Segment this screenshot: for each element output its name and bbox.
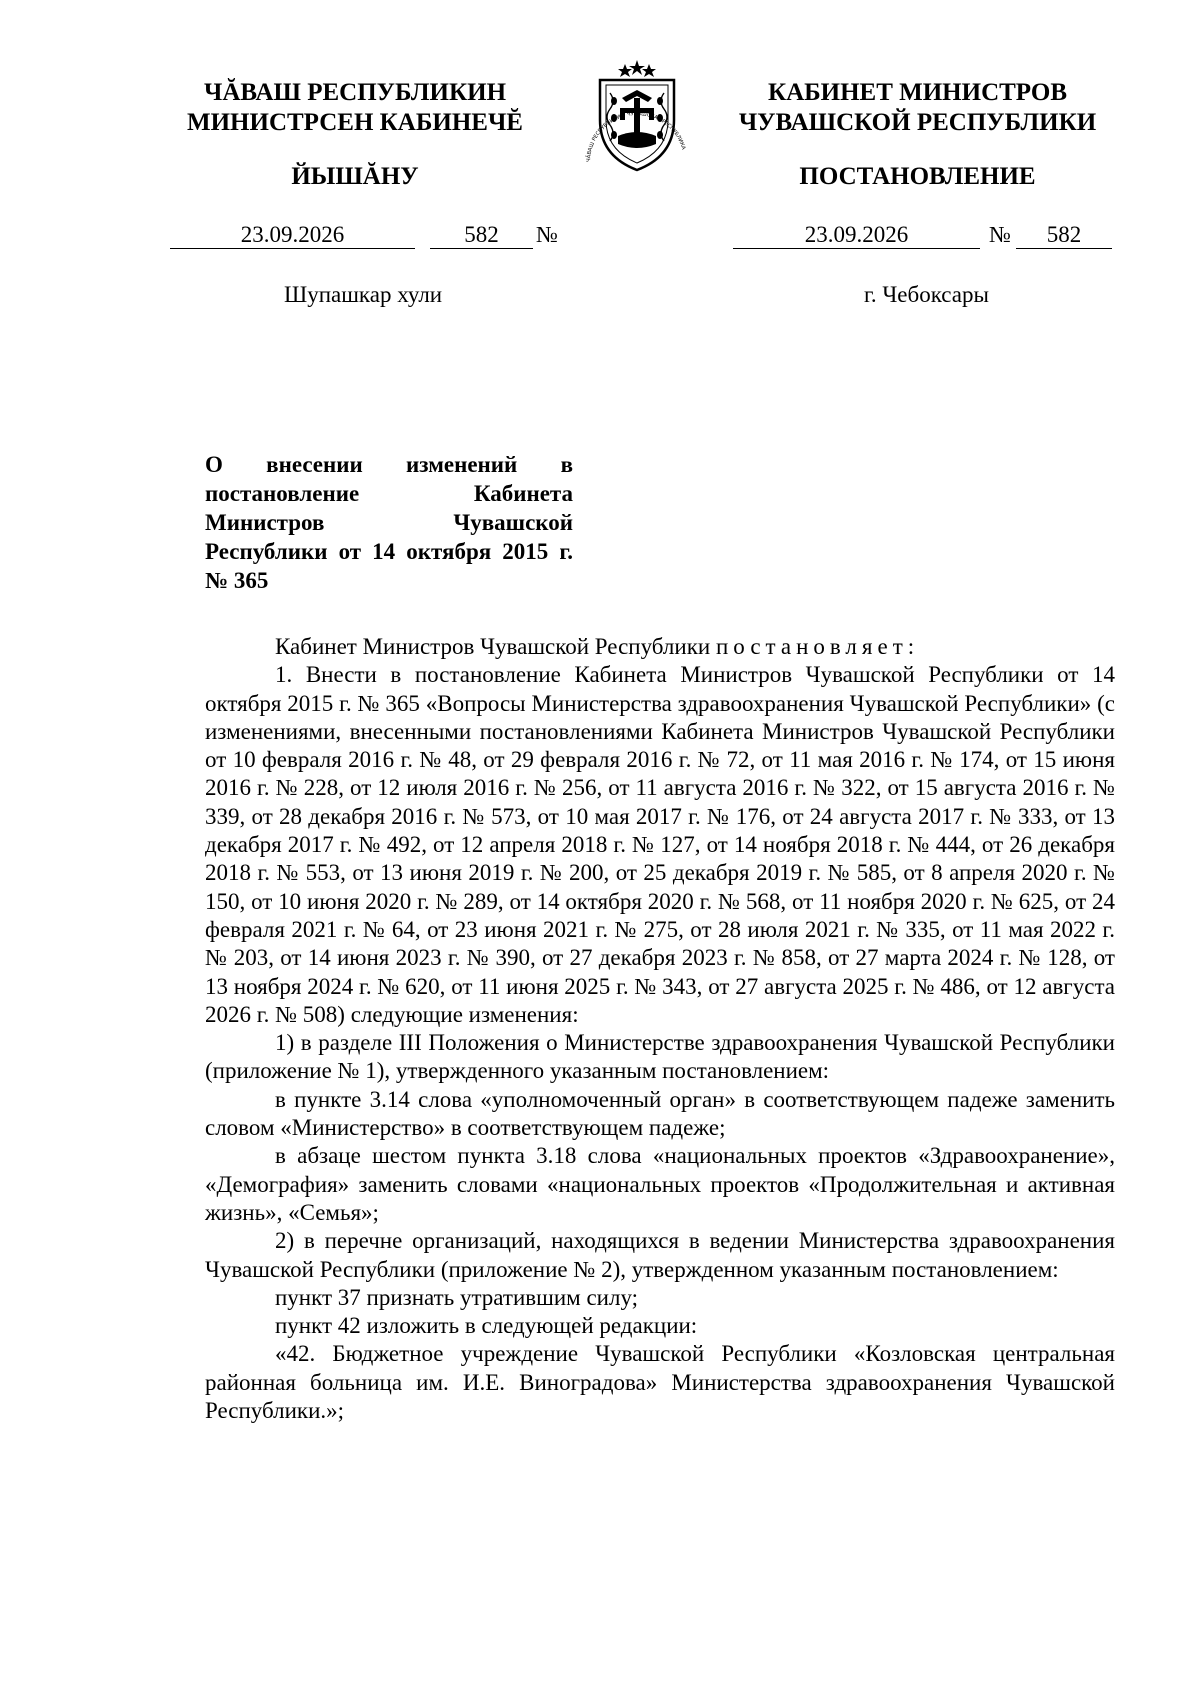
number-right: 582 xyxy=(1016,222,1112,249)
paragraph-8: «42. Бюджетное учреждение Чувашской Республики «Козловская центральная районная больница им. И.Е. Виноградова» Министерства здравоохранения Чувашской Республики.»; xyxy=(205,1341,1115,1424)
header-right-org xyxy=(725,78,1110,138)
intro-paragraph xyxy=(205,633,1115,661)
number-left: 582 xyxy=(430,222,533,249)
emblem-ring-text: ЧĂВАШ РЕСПУБЛИКИ • ЧУВАШСКАЯ РЕСПУБЛИКА xyxy=(585,110,687,163)
chuvash-coat-of-arms-icon xyxy=(570,58,705,176)
date-left: 23.09.2026 xyxy=(170,222,415,249)
number-sign-left: № xyxy=(536,222,558,247)
place-left: Шупашкар хули xyxy=(284,282,443,307)
date-right: 23.09.2026 xyxy=(733,222,980,249)
header-left-line2: МИНИСТРСЕН КАБИНЕЧĔ xyxy=(187,109,523,136)
intro-spaced-word: постановляет xyxy=(715,634,908,659)
doc-type-right: ПОСТАНОВЛЕНИЕ xyxy=(799,163,1036,190)
header-left-org xyxy=(170,78,540,138)
intro-prefix: Кабинет Министров Чувашской Республики xyxy=(275,634,716,659)
header-right-line1: КАБИНЕТ МИНИСТРОВ xyxy=(767,79,1068,106)
paragraph-2: 1) в разделе III Положения о Министерстве здравоохранения Чувашской Республики (приложение № 1), утвержденного указанным постановлением: xyxy=(205,1030,1115,1084)
paragraph-3: в пункте 3.14 слова «уполномоченный орган» в соответствующем падеже заменить словом «Министерство» в соответствующем падеже; xyxy=(205,1086,1115,1141)
paragraph-6: пункт 37 признать утратившим силу; xyxy=(275,1284,639,1310)
header-left-line1: ЧĂВАШ РЕСПУБЛИКИН xyxy=(203,79,507,106)
paragraph-7: пункт 42 изложить в следующей редакции: xyxy=(275,1313,698,1339)
place-right: г. Чебоксары xyxy=(864,282,989,307)
paragraph-5: 2) в перечне организаций, находящихся в ведении Министерства здравоохранения Чувашской Республики (приложение № 2), утвержденном указанным постановлением: xyxy=(205,1228,1115,1282)
paragraph-1: 1. Внести в постановление Кабинета Министров Чувашской Республики от 14 октября 2015 г. № 365 «Вопросы Министерства здравоохранения Чувашской Республики» (с изменениями, внесенными постановлениями Кабинета Министров Чувашской Республики от 10 февраля 2016 г. № 48, от 29 февраля 2016 г. № 72, от 11 мая 2016 г. № 174, от 15 июня 2016 г. № 228, от 12 июля 2016 г. № 256, от 11 августа 2016 г. № 322, от 15 августа 2016 г. № 339, от 28 декабря 2016 г. № 573, от 10 мая 2017 г. № 176, от 24 августа 2017 г. № 333, от 13 декабря 2017 г. № 492, от 12 апреля 2018 г. № 127, от 14 ноября 2018 г. № 444, от 26 декабря 2018 г. № 553, от 13 июня 2019 г. № 200, от 25 декабря 2019 г. № 585, от 8 апреля 2020 г. № 150, от 10 июня 2020 г. № 289, от 14 октября 2020 г. № 568, от 11 ноября 2020 г. № 625, от 24 февраля 2021 г. № 64, от 23 июня 2021 г. № 275, от 28 июля 2021 г. № 335, от 11 мая 2022 г. № 203, от 14 июня 2023 г. № 390, от 27 декабря 2023 г. № 858, от 27 марта 2024 г. № 128, от 13 ноября 2024 г. № 620, от 11 июня 2025 г. № 343, от 27 августа 2025 г. № 486, от 12 августа 2026 г. № 508) следующие изменения: xyxy=(205,662,1115,1027)
document-title: О внесении изменений в постановление Кабинета Министров Чувашской Республики от 14 октября 2015 г. № 365 xyxy=(205,452,573,593)
document-body xyxy=(205,633,1115,1425)
number-sign-right: № xyxy=(989,222,1011,247)
header-right-line2: ЧУВАШСКОЙ РЕСПУБЛИКИ xyxy=(738,109,1097,136)
paragraph-4: в абзаце шестом пункта 3.18 слова «национальных проектов «Здравоохранение», «Демография» заменить словами «национальных проектов «Продолжительная и активная жизнь», «Семья»; xyxy=(205,1143,1115,1225)
intro-suffix: : xyxy=(907,634,915,659)
doc-type-left: ЙЫШĂНУ xyxy=(291,163,419,190)
